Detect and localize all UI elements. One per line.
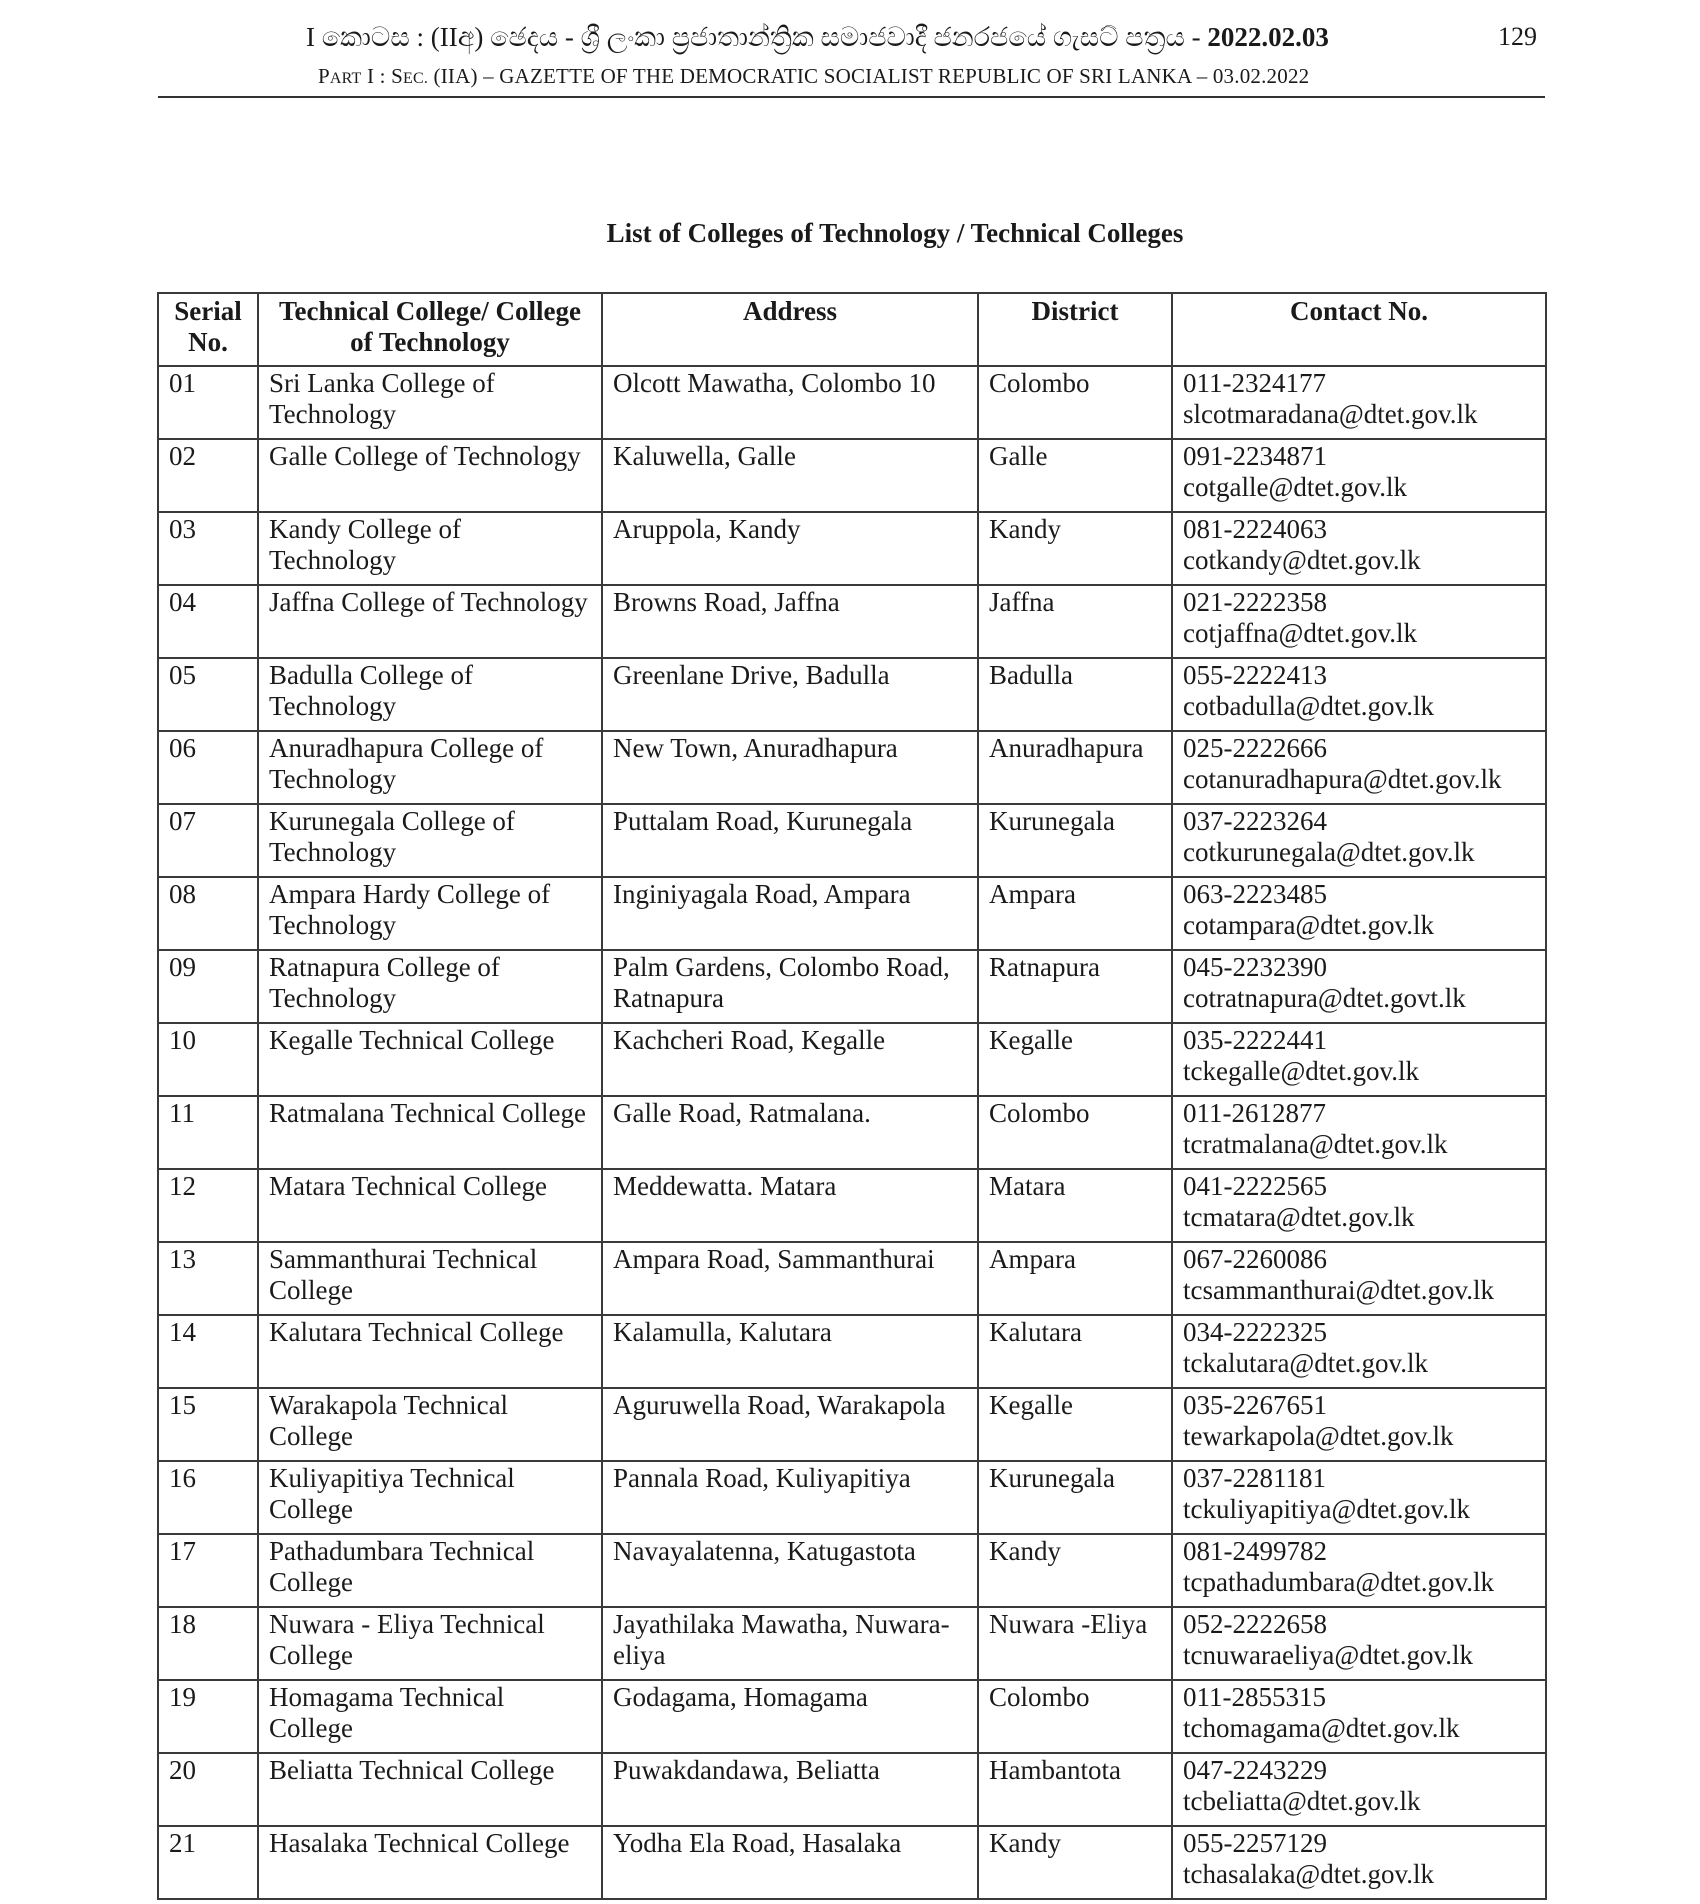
address-cell: Godagama, Homagama <box>602 1680 978 1753</box>
serial-cell: 03 <box>158 512 258 585</box>
table-row <box>158 1315 1546 1388</box>
email-address: cotratnapura@dtet.govt.lk <box>1183 983 1466 1013</box>
email-address: cotampara@dtet.gov.lk <box>1183 910 1435 940</box>
email-address: cotkurunegala@dtet.gov.lk <box>1183 837 1475 867</box>
email-address: cotkandy@dtet.gov.lk <box>1183 545 1421 575</box>
district-cell: Anuradhapura <box>978 731 1172 804</box>
header-sec: SEC. <box>391 64 429 88</box>
column-header-serial: Serial No. <box>158 293 258 366</box>
phone-number: 025-2222666 <box>1183 733 1327 763</box>
email-address: tewarkapola@dtet.gov.lk <box>1183 1421 1454 1451</box>
contact-cell <box>1172 1169 1546 1242</box>
address-cell: Puttalam Road, Kurunegala <box>602 804 978 877</box>
contact-cell <box>1172 731 1546 804</box>
address-cell: Greenlane Drive, Badulla <box>602 658 978 731</box>
college-name-cell: Homagama Technical College <box>258 1680 602 1753</box>
header-part: PART <box>318 64 362 88</box>
contact-cell <box>1172 439 1546 512</box>
serial-cell: 06 <box>158 731 258 804</box>
phone-number: 035-2222441 <box>1183 1025 1327 1055</box>
table-row <box>158 804 1546 877</box>
email-address: tckalutara@dtet.gov.lk <box>1183 1348 1429 1378</box>
phone-number: 067-2260086 <box>1183 1244 1327 1274</box>
phone-number: 011-2612877 <box>1183 1098 1326 1128</box>
address-cell: Ampara Road, Sammanthurai <box>602 1242 978 1315</box>
table-row <box>158 1461 1546 1534</box>
phone-number: 091-2234871 <box>1183 441 1327 471</box>
table-row <box>158 950 1546 1023</box>
phone-number: 037-2281181 <box>1183 1463 1326 1493</box>
district-cell: Kandy <box>978 1534 1172 1607</box>
table-row <box>158 1534 1546 1607</box>
contact-cell <box>1172 585 1546 658</box>
email-address: tcpathadumbara@dtet.gov.lk <box>1183 1567 1495 1597</box>
phone-number: 041-2222565 <box>1183 1171 1327 1201</box>
document-title: List of Colleges of Technology / Technical Colleges <box>606 218 1184 248</box>
serial-cell: 17 <box>158 1534 258 1607</box>
district-cell: Kegalle <box>978 1023 1172 1096</box>
college-name-cell: Nuwara - Eliya Technical College <box>258 1607 602 1680</box>
district-cell: Kandy <box>978 512 1172 585</box>
address-cell: Palm Gardens, Colombo Road, Ratnapura <box>602 950 978 1023</box>
district-cell: Jaffna <box>978 585 1172 658</box>
address-cell: Aguruwella Road, Warakapola <box>602 1388 978 1461</box>
serial-cell: 20 <box>158 1753 258 1826</box>
college-name-cell: Badulla College of Technology <box>258 658 602 731</box>
contact-cell <box>1172 1607 1546 1680</box>
table-row <box>158 1388 1546 1461</box>
email-address: tcmatara@dtet.gov.lk <box>1183 1202 1415 1232</box>
table-row <box>158 731 1546 804</box>
district-cell: Kurunegala <box>978 804 1172 877</box>
phone-number: 045-2232390 <box>1183 952 1327 982</box>
email-address: tchasalaka@dtet.gov.lk <box>1183 1859 1435 1889</box>
email-address: cotanuradhapura@dtet.gov.lk <box>1183 764 1502 794</box>
address-cell: Galle Road, Ratmalana. <box>602 1096 978 1169</box>
table-row <box>158 1242 1546 1315</box>
table-row <box>158 366 1546 439</box>
district-cell: Ampara <box>978 877 1172 950</box>
college-name-cell: Galle College of Technology <box>258 439 602 512</box>
address-cell: Kachcheri Road, Kegalle <box>602 1023 978 1096</box>
college-name-cell: Anuradhapura College of Technology <box>258 731 602 804</box>
phone-number: 011-2855315 <box>1183 1682 1326 1712</box>
serial-cell: 21 <box>158 1826 258 1899</box>
table-row <box>158 1023 1546 1096</box>
college-name-cell: Ratmalana Technical College <box>258 1096 602 1169</box>
address-cell: New Town, Anuradhapura <box>602 731 978 804</box>
email-address: tckegalle@dtet.gov.lk <box>1183 1056 1420 1086</box>
college-name-cell: Sammanthurai Technical College <box>258 1242 602 1315</box>
email-address: cotjaffna@dtet.gov.lk <box>1183 618 1418 648</box>
serial-cell: 07 <box>158 804 258 877</box>
table-row <box>158 439 1546 512</box>
header-rule <box>158 96 1545 98</box>
phone-number: 063-2223485 <box>1183 879 1327 909</box>
column-header-college: Technical College/ College of Technology <box>258 293 602 366</box>
contact-cell <box>1172 1534 1546 1607</box>
phone-number: 037-2223264 <box>1183 806 1327 836</box>
address-cell: Puwakdandawa, Beliatta <box>602 1753 978 1826</box>
serial-cell: 12 <box>158 1169 258 1242</box>
contact-cell <box>1172 1023 1546 1096</box>
district-cell: Nuwara -Eliya <box>978 1607 1172 1680</box>
address-cell: Inginiyagala Road, Ampara <box>602 877 978 950</box>
table-header-row <box>158 293 1546 366</box>
email-address: tcbeliatta@dtet.gov.lk <box>1183 1786 1421 1816</box>
contact-cell <box>1172 1826 1546 1899</box>
college-name-cell: Ampara Hardy College of Technology <box>258 877 602 950</box>
table-row <box>158 658 1546 731</box>
address-cell: Olcott Mawatha, Colombo 10 <box>602 366 978 439</box>
email-address: tcnuwaraeliya@dtet.gov.lk <box>1183 1640 1474 1670</box>
college-name-cell: Kalutara Technical College <box>258 1315 602 1388</box>
contact-cell <box>1172 1315 1546 1388</box>
college-name-cell: Kegalle Technical College <box>258 1023 602 1096</box>
gazette-header-english <box>318 64 1309 89</box>
table-row <box>158 1096 1546 1169</box>
email-address: cotbadulla@dtet.gov.lk <box>1183 691 1435 721</box>
serial-cell: 02 <box>158 439 258 512</box>
phone-number: 052-2222658 <box>1183 1609 1327 1639</box>
district-cell: Colombo <box>978 366 1172 439</box>
serial-cell: 14 <box>158 1315 258 1388</box>
email-address: tchomagama@dtet.gov.lk <box>1183 1713 1460 1743</box>
table-row <box>158 585 1546 658</box>
email-address: slcotmaradana@dtet.gov.lk <box>1183 399 1478 429</box>
phone-number: 055-2257129 <box>1183 1828 1327 1858</box>
contact-cell <box>1172 950 1546 1023</box>
district-cell: Galle <box>978 439 1172 512</box>
address-cell: Meddewatta. Matara <box>602 1169 978 1242</box>
header-english-rest: (IIA) – GAZETTE OF THE DEMOCRATIC SOCIALIST REPUBLIC OF SRI LANKA – 03.02.2022 <box>428 64 1310 88</box>
serial-cell: 05 <box>158 658 258 731</box>
address-cell: Kalamulla, Kalutara <box>602 1315 978 1388</box>
district-cell: Kurunegala <box>978 1461 1172 1534</box>
column-header-district: District <box>978 293 1172 366</box>
contact-cell <box>1172 1753 1546 1826</box>
college-name-cell: Beliatta Technical College <box>258 1753 602 1826</box>
district-cell: Colombo <box>978 1680 1172 1753</box>
serial-cell: 16 <box>158 1461 258 1534</box>
email-address: tcsammanthurai@dtet.gov.lk <box>1183 1275 1495 1305</box>
table-row <box>158 1753 1546 1826</box>
serial-cell: 10 <box>158 1023 258 1096</box>
college-name-cell: Jaffna College of Technology <box>258 585 602 658</box>
column-header-contact: Contact No. <box>1172 293 1546 366</box>
header-sinhala-date: 2022.02.03 <box>1207 22 1329 52</box>
contact-cell <box>1172 877 1546 950</box>
phone-number: 081-2499782 <box>1183 1536 1327 1566</box>
page-number: 129 <box>1498 22 1537 51</box>
table-body <box>158 366 1546 1899</box>
column-header-address: Address <box>602 293 978 366</box>
district-cell: Badulla <box>978 658 1172 731</box>
address-cell: Jayathilaka Mawatha, Nuwara-eliya <box>602 1607 978 1680</box>
serial-cell: 13 <box>158 1242 258 1315</box>
phone-number: 055-2222413 <box>1183 660 1327 690</box>
college-name-cell: Warakapola Technical College <box>258 1388 602 1461</box>
header-sinhala-text: I කොටස : (IIඅ) ඡෙදය - ශ්‍රී ලංකා ප්‍රජාතාන්ත්‍රික සමාජවාදී ජනරජයේ ගැසට් පත්‍රය - <box>306 22 1201 52</box>
address-cell: Aruppola, Kandy <box>602 512 978 585</box>
college-name-cell: Ratnapura College of Technology <box>258 950 602 1023</box>
district-cell: Kalutara <box>978 1315 1172 1388</box>
district-cell: Colombo <box>978 1096 1172 1169</box>
serial-cell: 19 <box>158 1680 258 1753</box>
college-name-cell: Kandy College of Technology <box>258 512 602 585</box>
table-row <box>158 1169 1546 1242</box>
contact-cell <box>1172 512 1546 585</box>
serial-cell: 18 <box>158 1607 258 1680</box>
contact-cell <box>1172 804 1546 877</box>
phone-number: 034-2222325 <box>1183 1317 1327 1347</box>
email-address: tcratmalana@dtet.gov.lk <box>1183 1129 1448 1159</box>
table-row <box>158 1680 1546 1753</box>
district-cell: Kegalle <box>978 1388 1172 1461</box>
district-cell: Hambantota <box>978 1753 1172 1826</box>
serial-cell: 15 <box>158 1388 258 1461</box>
table-header <box>158 293 1546 366</box>
college-name-cell: Kuliyapitiya Technical College <box>258 1461 602 1534</box>
table-row <box>158 877 1546 950</box>
college-name-cell: Hasalaka Technical College <box>258 1826 602 1899</box>
address-cell: Pannala Road, Kuliyapitiya <box>602 1461 978 1534</box>
email-address: tckuliyapitiya@dtet.gov.lk <box>1183 1494 1471 1524</box>
address-cell: Kaluwella, Galle <box>602 439 978 512</box>
college-name-cell: Kurunegala College of Technology <box>258 804 602 877</box>
contact-cell <box>1172 1096 1546 1169</box>
district-cell: Matara <box>978 1169 1172 1242</box>
table-row <box>158 1607 1546 1680</box>
serial-cell: 08 <box>158 877 258 950</box>
contact-cell <box>1172 658 1546 731</box>
header-part-number: I : <box>366 64 392 88</box>
address-cell: Browns Road, Jaffna <box>602 585 978 658</box>
colleges-table <box>157 292 1547 1900</box>
address-cell: Yodha Ela Road, Hasalaka <box>602 1826 978 1899</box>
phone-number: 011-2324177 <box>1183 368 1326 398</box>
contact-cell <box>1172 1461 1546 1534</box>
phone-number: 035-2267651 <box>1183 1390 1327 1420</box>
address-cell: Navayalatenna, Katugastota <box>602 1534 978 1607</box>
college-name-cell: Matara Technical College <box>258 1169 602 1242</box>
serial-cell: 11 <box>158 1096 258 1169</box>
district-cell: Ratnapura <box>978 950 1172 1023</box>
contact-cell <box>1172 366 1546 439</box>
phone-number: 081-2224063 <box>1183 514 1327 544</box>
contact-cell <box>1172 1242 1546 1315</box>
phone-number: 047-2243229 <box>1183 1755 1327 1785</box>
table-row <box>158 512 1546 585</box>
table-row <box>158 1826 1546 1899</box>
email-address: cotgalle@dtet.gov.lk <box>1183 472 1408 502</box>
phone-number: 021-2222358 <box>1183 587 1327 617</box>
contact-cell <box>1172 1680 1546 1753</box>
district-cell: Ampara <box>978 1242 1172 1315</box>
serial-cell: 09 <box>158 950 258 1023</box>
serial-cell: 04 <box>158 585 258 658</box>
gazette-header-sinhala <box>306 22 1329 54</box>
district-cell: Kandy <box>978 1826 1172 1899</box>
college-name-cell: Sri Lanka College of Technology <box>258 366 602 439</box>
college-name-cell: Pathadumbara Technical College <box>258 1534 602 1607</box>
serial-cell: 01 <box>158 366 258 439</box>
contact-cell <box>1172 1388 1546 1461</box>
